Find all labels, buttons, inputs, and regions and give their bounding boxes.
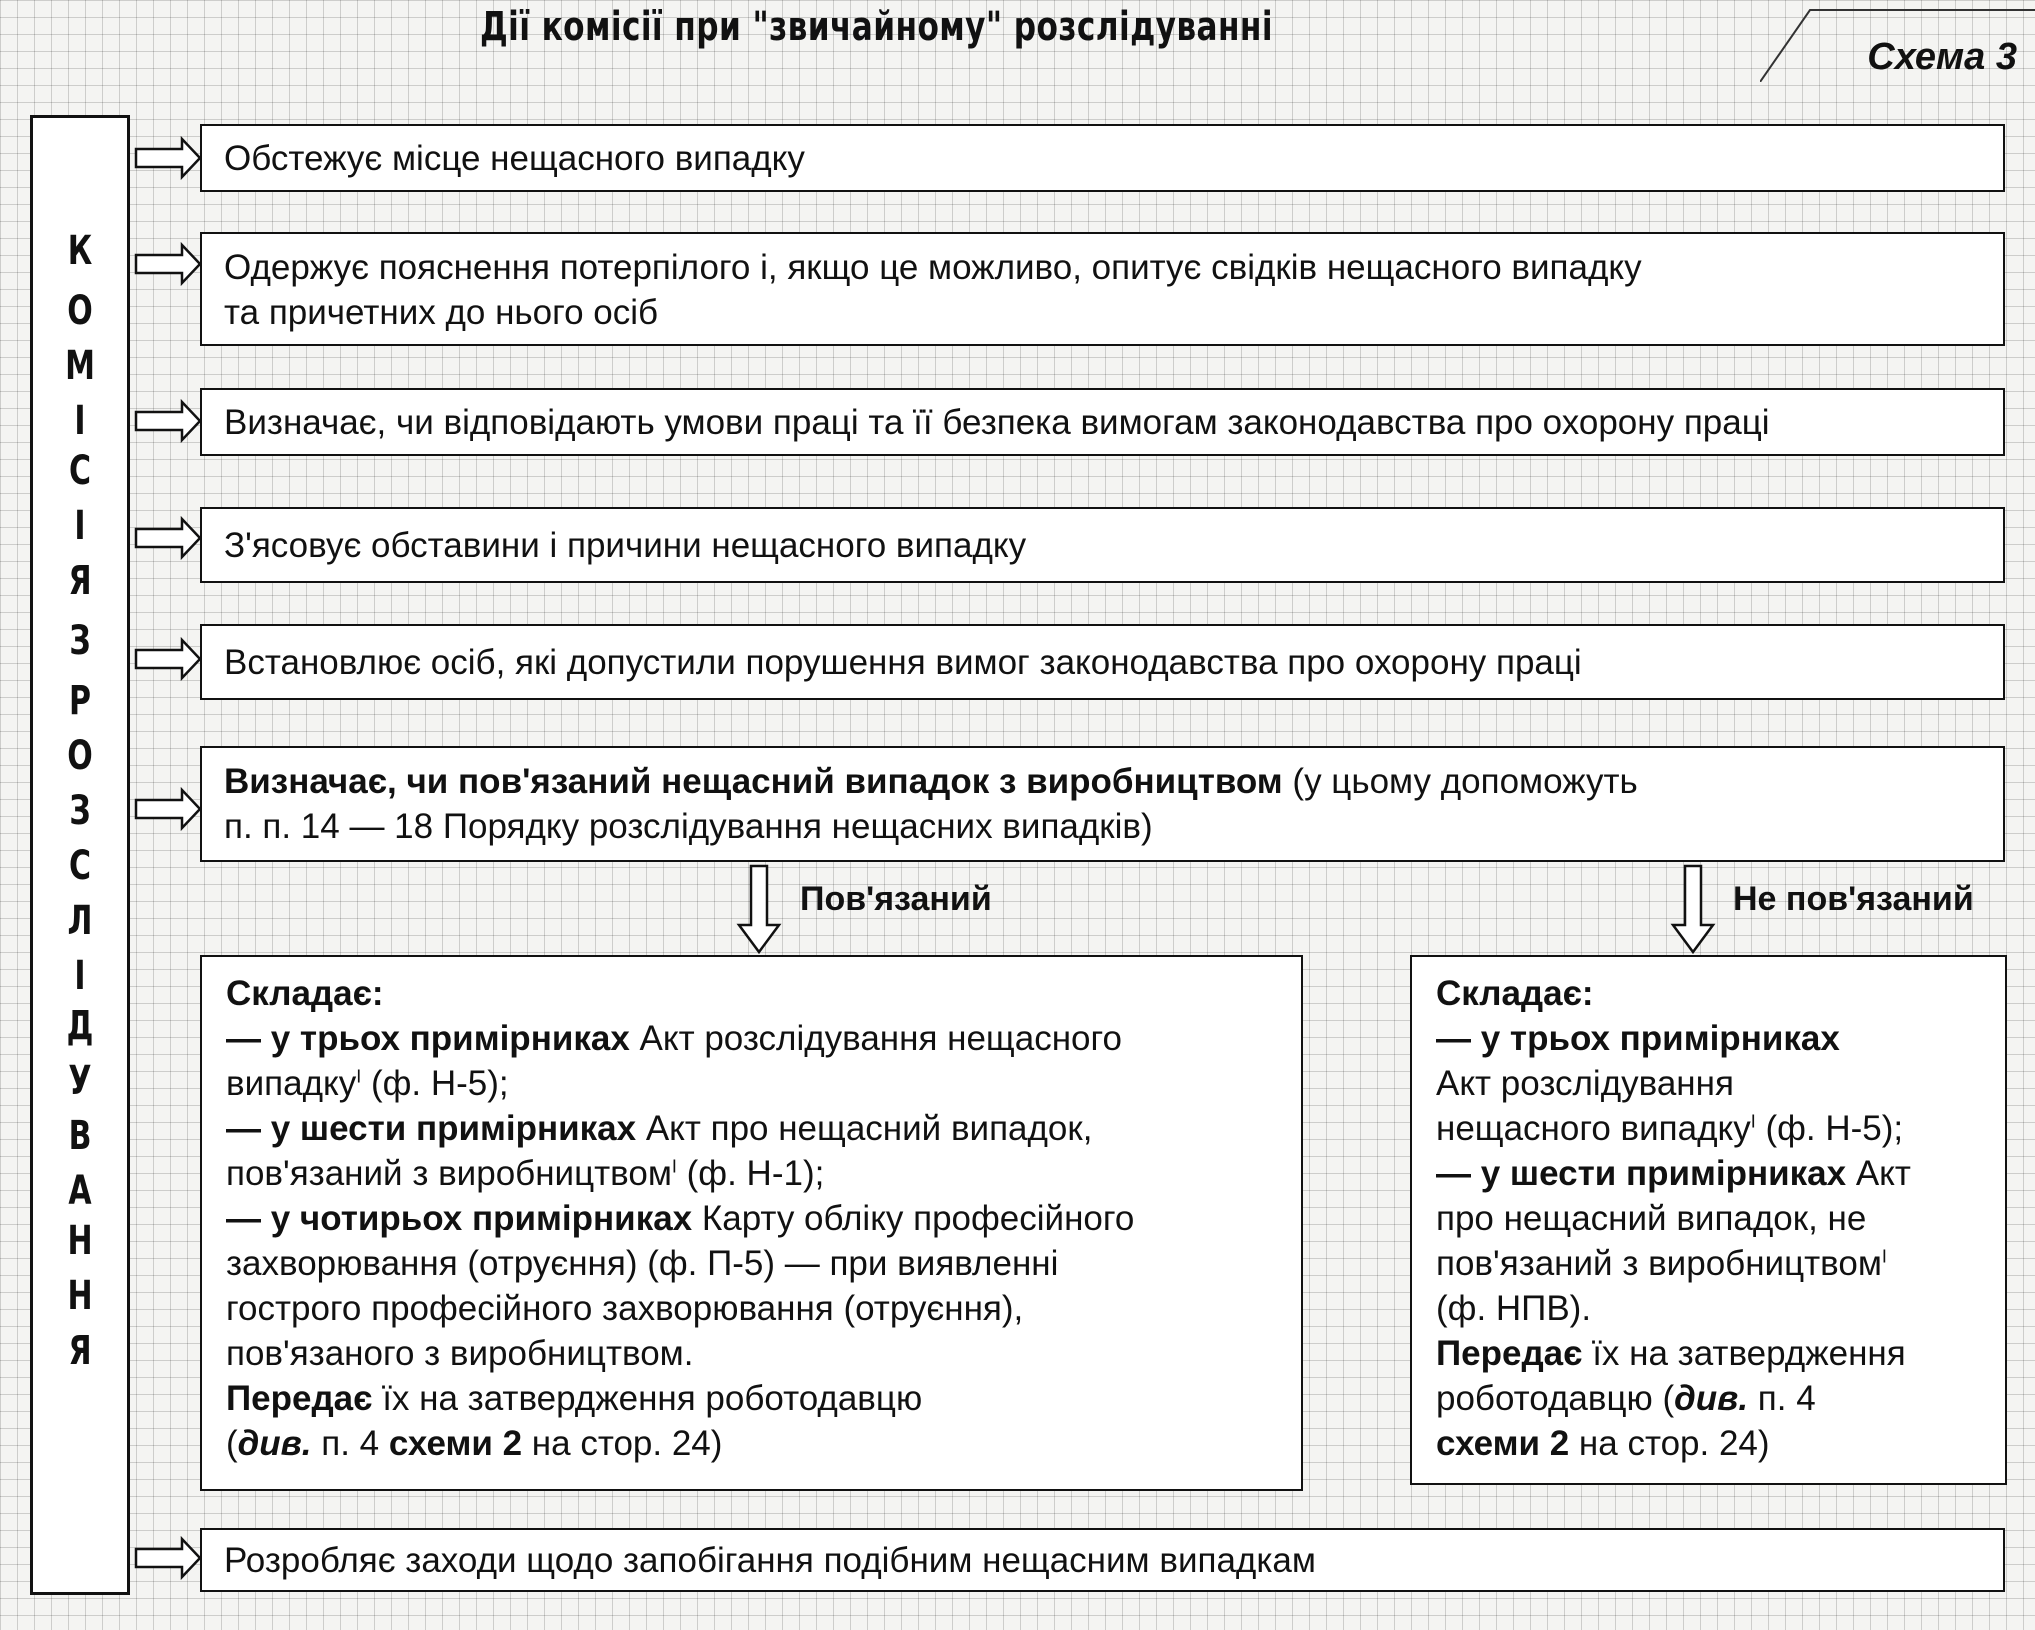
step-box-5 [200,624,2005,700]
unrelated-branch-box: Складає: — у трьох примірниках Акт розслідування нещасного випадку$^I$ (ф. Н-5); — у шести примірниках Акт про нещасний випадок, не пов'язаний з виробництвом$^I$ (ф. НПВ). Передає їх на затвердження роботодавцю (див. п. 4 схеми 2 на стор. 24) [1410,955,2007,1485]
vertical-letter: С [68,448,92,494]
step-6-rest: (у цьому допоможуть [1282,762,1638,801]
step-box-4 [200,507,2005,583]
vertical-letter: З [69,788,91,834]
vertical-letter: Л [67,898,93,944]
step-6-bold: Визначає, чи пов'язаний нещасний випадок з виробництвом [224,762,1283,801]
vertical-letter: З [69,618,91,664]
arrow-step-7 [136,1539,200,1577]
arrow-step-1 [136,139,200,177]
step-2-line-2: та причетних до нього осіб [224,293,659,332]
related-item2-bold: у шести примірниках [270,1109,637,1148]
vertical-letter: С [68,843,92,889]
arrow-down-related [739,866,779,952]
arrow-step-4 [136,519,200,557]
step-box-7 [200,1528,2005,1592]
step-5-text: Встановлює осіб, які допустили порушення вимог законодавства про охорону праці [224,642,1582,682]
arrow-step-3 [136,402,200,440]
scheme-label: Схема 3 [1867,36,2017,78]
related-item1-bold: у трьох примірниках [270,1019,630,1058]
branch-label-unrelated: Не пов'язаний [1733,880,1974,918]
unrelated-heading: Складає: [1436,974,1594,1013]
related-pass-bold: Передає [226,1379,373,1418]
step-6-line-2: п. п. 14 — 18 Порядку розслідування нещасних випадків) [224,807,1153,846]
related-item3-bold: у чотирьох примірниках [270,1199,693,1238]
arrow-step-6 [136,790,200,828]
arrow-down-unrelated [1673,866,1713,952]
vertical-letter: Я [68,1328,92,1374]
diagram-title: Дії комісії при "звичайному" розслідуванні [480,4,1273,50]
vertical-letter: І [74,503,86,549]
vertical-letter: М [65,343,95,389]
step-box-6 [200,746,2005,862]
unrelated-pass-bold: Передає [1436,1334,1583,1373]
vertical-letter: О [67,733,93,779]
vertical-letter: А [68,1168,92,1214]
vertical-letter: У [68,1058,92,1104]
step-2-line-1: Одержує пояснення потерпілого і, якщо це можливо, опитує свідків нещасного випадку [224,248,1642,287]
arrow-step-2 [136,245,200,283]
vertical-letter: Я [68,558,92,604]
commission-vertical-label [30,115,130,1595]
step-box-3 [200,388,2005,456]
step-4-text: З'ясовує обставини і причини нещасного випадку [224,525,1027,565]
vertical-letter: Н [67,1273,93,1319]
unrelated-item2-bold: у шести примірниках [1480,1154,1847,1193]
vertical-letter: І [74,398,86,444]
step-7-text: Розробляє заходи щодо запобігання подібним нещасним випадкам [224,1540,1316,1580]
step-box-2 [200,232,2005,346]
vertical-letter: В [68,1113,92,1159]
step-box-1 [200,124,2005,192]
vertical-letter: К [67,228,93,274]
vertical-letter: Д [66,1003,94,1049]
related-heading: Складає: [226,974,384,1013]
branch-label-related: Пов'язаний [800,880,992,918]
vertical-letter: Н [67,1218,93,1264]
vertical-letter: І [74,953,86,999]
related-branch-box: Складає: — у трьох примірниках Акт розслідування нещасного випадку$^I$ (ф. Н-5); — у шести примірниках Акт про нещасний випадок, пов'язаний з виробництвом$^I$ (ф. Н-1); — у чотирьох примірниках Карту обліку професійного захворювання (отруєння) (ф. П-5) — при виявленні гострого професійного захворювання (отруєння), пов'язаного з виробництвом. Передає їх на затвердження роботодавцю (див. п. 4 схеми 2 на стор. 24) [200,955,1303,1491]
step-3-text: Визначає, чи відповідають умови праці та її безпека вимогам законодавства про охорону праці [224,402,1770,442]
unrelated-item1-bold: у трьох примірниках [1480,1019,1840,1058]
step-1-text: Обстежує місце нещасного випадку [224,138,805,178]
vertical-letter: Р [68,678,91,724]
vertical-letter: О [67,288,93,334]
arrow-step-5 [136,640,200,678]
